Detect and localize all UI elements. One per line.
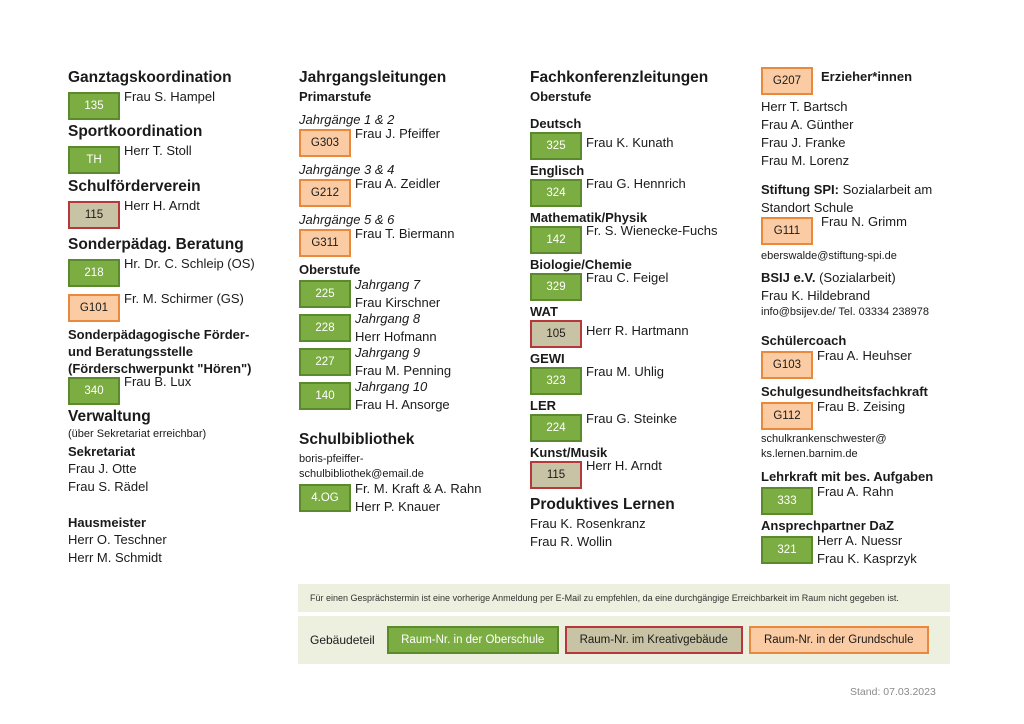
contact-person: Frau J. Franke [761, 135, 846, 150]
contact-person: Frau J. Otte [68, 461, 137, 476]
room-badge: 4.OG [299, 484, 351, 512]
bsij-title: BSIJ e.V. [761, 270, 816, 285]
foerder-title-2: und Beratungsstelle [68, 344, 193, 359]
room-badge: 218 [68, 259, 120, 287]
room-badge: 224 [530, 414, 582, 442]
contact-person: Herr T. Bartsch [761, 99, 848, 114]
room-badge: 105 [530, 320, 582, 348]
room-badge: 135 [68, 92, 120, 120]
contact-person: Herr M. Schmidt [68, 550, 162, 565]
ganztag-title: Ganztagskoordination [68, 69, 232, 86]
contact-person: Frau J. Pfeiffer [355, 126, 441, 141]
contact-person: Frau S. Hampel [124, 89, 216, 104]
column-3 [530, 68, 755, 551]
jahrgang-title: Jahrgangsleitungen [299, 69, 447, 86]
contact-person: Fr. S. Wienecke-Fuchs [586, 223, 718, 238]
room-badge: 321 [761, 536, 813, 564]
contact-person: Frau A. Günther [761, 117, 854, 132]
lehrkraft-title: Lehrkraft mit bes. Aufgaben [761, 469, 934, 484]
contact-person: Frau N. Grimm [821, 214, 907, 229]
contact-person: Frau M. Uhlig [586, 364, 665, 379]
bibliothek-email: schulbibliothek@email.de [299, 468, 424, 480]
jahrgang-label: Jahrgang 10 [355, 379, 428, 394]
contact-person: Frau R. Wollin [530, 534, 613, 549]
erzieher-title: Erzieher*innen [821, 69, 913, 84]
legend-grundschule: Raum-Nr. in der Grundschule [749, 626, 929, 654]
legend-area [298, 584, 950, 664]
contact-person: Herr P. Knauer [355, 499, 441, 514]
room-badge: 329 [530, 273, 582, 301]
fach-label: Deutsch [530, 116, 582, 131]
contact-person: Herr H. Arndt [586, 458, 662, 473]
verwaltung-title: Verwaltung [68, 408, 151, 425]
jahrgang-label: Jahrgänge 5 & 6 [299, 212, 395, 227]
contact-person: Frau H. Ansorge [355, 397, 450, 412]
spi-desc: Sozialarbeit am [839, 182, 933, 197]
appointment-note: Für einen Gesprächstermin ist eine vorherige Anmeldung per E-Mail zu empfehlen, da eine durchgängige Erreichbarkeit im Raum nicht gegeben ist. [298, 584, 950, 612]
contact-person: Frau C. Feigel [586, 270, 669, 285]
jahrgang-label: Jahrgänge 3 & 4 [299, 162, 395, 177]
legend [298, 616, 950, 664]
fach-label: Biologie/Chemie [530, 257, 632, 272]
contact-person: Frau K. Hildebrand [761, 288, 871, 303]
fachkonferenz-subtitle: Oberstufe [530, 89, 592, 104]
contact-person: Frau M. Penning [355, 363, 452, 378]
fachkonferenz-title: Fachkonferenzleitungen [530, 69, 709, 86]
verwaltung-sub: (über Sekretariat erreichbar) [68, 428, 207, 440]
room-badge: 115 [68, 201, 120, 229]
foerder-title-3: (Förderschwerpunkt "Hören") [68, 361, 252, 376]
column-4 [761, 64, 991, 568]
room-badge: G112 [761, 402, 813, 430]
sport-title: Sportkoordination [68, 123, 203, 140]
room-badge: G303 [299, 129, 351, 157]
fach-label: GEWI [530, 351, 565, 366]
legend-oberschule: Raum-Nr. in der Oberschule [387, 626, 559, 654]
room-badge: 140 [299, 382, 351, 410]
fach-label: Kunst/Musik [530, 445, 608, 460]
contact-person: Frau T. Biermann [355, 226, 455, 241]
contact-person: Hr. Dr. C. Schleip (OS) [124, 256, 255, 271]
spi-desc: Standort Schule [761, 200, 854, 215]
contact-person: Frau K. Rosenkranz [530, 516, 646, 531]
contact-person: Herr Hofmann [355, 329, 437, 344]
contact-person: Frau S. Rädel [68, 479, 149, 494]
contact-person: Frau M. Lorenz [761, 153, 850, 168]
contact-person: Herr O. Teschner [68, 532, 167, 547]
room-badge: G311 [299, 229, 351, 257]
contact-person: Frau G. Hennrich [586, 176, 686, 191]
jahrgang-label: Jahrgang 8 [355, 311, 421, 326]
spi-title: Stiftung SPI: [761, 182, 839, 197]
fach-label: LER [530, 398, 556, 413]
contact-person: Herr H. Arndt [124, 198, 200, 213]
spi-email: eberswalde@stiftung-spi.de [761, 250, 897, 262]
fach-label: Englisch [530, 163, 585, 178]
foerder-title-1: Sonderpädagogische Förder- [68, 327, 250, 342]
room-badge: 225 [299, 280, 351, 308]
room-badge: G101 [68, 294, 120, 322]
room-badge: 227 [299, 348, 351, 376]
contact-person: Frau A. Zeidler [355, 176, 441, 191]
room-badge: 325 [530, 132, 582, 160]
legend-label: Gebäudeteil [310, 633, 375, 647]
hausmeister-title: Hausmeister [68, 515, 147, 530]
contact-person: Frau G. Steinke [586, 411, 678, 426]
daz-title: Ansprechpartner DaZ [761, 518, 894, 533]
contact-person: Frau K. Kasprzyk [817, 551, 917, 566]
room-badge: 323 [530, 367, 582, 395]
room-badge: 340 [68, 377, 120, 405]
fach-label: WAT [530, 304, 558, 319]
legend-kreativgebaeude: Raum-Nr. im Kreativgebäude [565, 626, 743, 654]
bibliothek-email: boris-pfeiffer- [299, 453, 364, 465]
gesundheit-email: ks.lernen.barnim.de [761, 448, 858, 460]
sonder-title: Sonderpädag. Beratung [68, 236, 244, 253]
primar-subtitle: Primarstufe [299, 89, 372, 104]
contact-person: Herr A. Nuessr [817, 533, 903, 548]
contact-person: Fr. M. Kraft & A. Rahn [355, 481, 482, 496]
contact-person: Herr R. Hartmann [586, 323, 689, 338]
verein-title: Schulförderverein [68, 178, 201, 195]
contact-person: Frau Kirschner [355, 295, 441, 310]
fach-label: Mathematik/Physik [530, 210, 648, 225]
room-badge: G103 [761, 351, 813, 379]
room-badge: 228 [299, 314, 351, 342]
room-badge: G212 [299, 179, 351, 207]
contact-person: Frau B. Lux [124, 374, 192, 389]
bsij-desc: (Sozialarbeit) [815, 270, 896, 285]
gesundheit-title: Schulgesundheitsfachkraft [761, 384, 928, 399]
contact-person: Frau A. Heuhser [817, 348, 912, 363]
column-1 [68, 68, 288, 567]
jahrgang-label: Jahrgang 7 [355, 277, 421, 292]
produktives-lernen-title: Produktives Lernen [530, 496, 675, 513]
room-badge: 324 [530, 179, 582, 207]
room-badge: TH [68, 146, 120, 174]
jahrgang-label: Jahrgang 9 [355, 345, 421, 360]
sekretariat-title: Sekretariat [68, 444, 136, 459]
stand-date: Stand: 07.03.2023 [850, 686, 936, 698]
ober-subtitle: Oberstufe [299, 262, 361, 277]
jahrgang-label: Jahrgänge 1 & 2 [299, 112, 395, 127]
room-badge: G207 [761, 67, 813, 95]
contact-person: Frau B. Zeising [817, 399, 906, 414]
room-badge: 333 [761, 487, 813, 515]
contact-person: Frau K. Kunath [586, 135, 674, 150]
room-badge: 142 [530, 226, 582, 254]
coach-title: Schülercoach [761, 333, 847, 348]
bsij-contact: info@bsijev.de/ Tel. 03334 238978 [761, 306, 929, 318]
room-badge: G111 [761, 217, 813, 245]
contact-person: Frau A. Rahn [817, 484, 894, 499]
gesundheit-email: schulkrankenschwester@ [761, 433, 887, 445]
contact-person: Fr. M. Schirmer (GS) [124, 291, 244, 306]
room-badge: 115 [530, 461, 582, 489]
column-2 [299, 68, 524, 516]
bibliothek-title: Schulbibliothek [299, 431, 415, 448]
contact-person: Herr T. Stoll [124, 143, 192, 158]
